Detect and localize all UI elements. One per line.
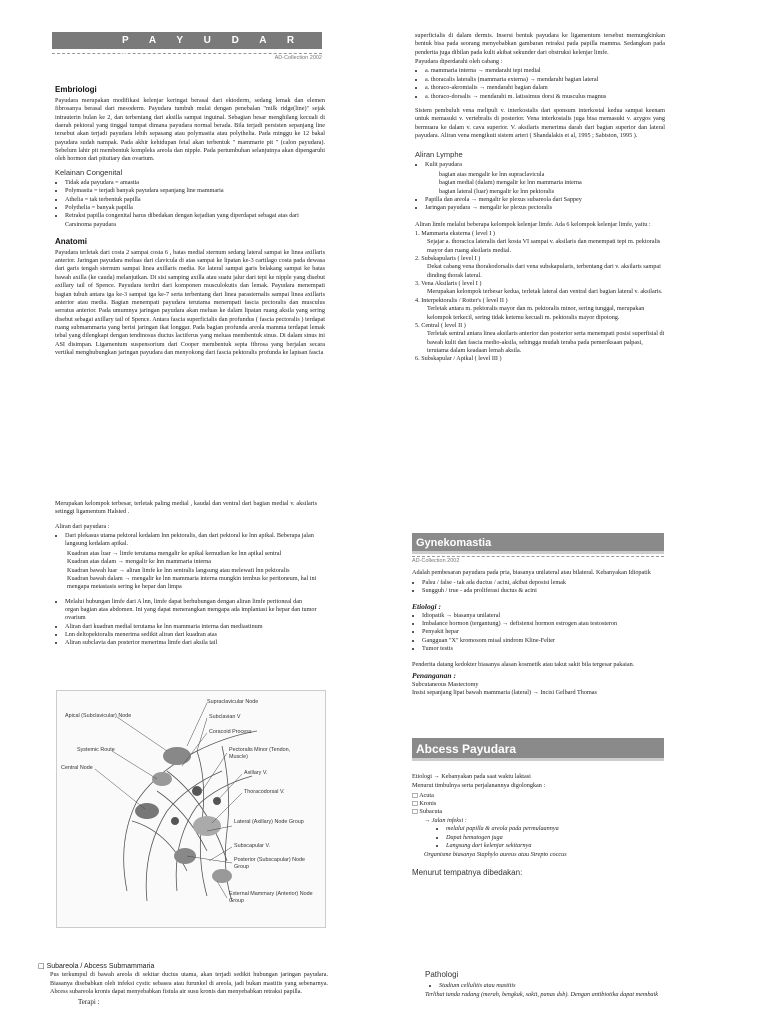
embriologi-text: Payudara merupakan modifikasi kelenjar keringat berasal dari ektoderm, sedang lemak dan elemen fibrosanya berasal dari mesoderm. Payudara tumbuh mulai dengan penebalan "milk ridge(line)" sejak intrauterin bulan ke 2, dan terbentang dari aksilla sampai inguinal. Sebagian besar menghilang kecuali di daerah pektoral yang tinggal tumpat dimana payudara normal berada. Bila terjadi persisten sepanjang line tersebut akan terjadi payudara lebih sepasang atau polymastia atau polythelia. Pada minggu ke 12 bakal payudara sudah nampak. Pada akhir kehidupan fetal akan terbentuk " mammarie pit " (calon payudara). Sebelum lahir pit membentuk kompleks areola dan nipple. Pada pertumbuhan selanjutnya akan dipengaruhi oleh hormon dari pituitary dan ovarium. — [55, 96, 325, 163]
diagram-label: Central Node — [61, 765, 93, 771]
list-item: • Dari plekasus utama pektoral kedalam lnn pektoralis, dan dari pektoral ke lnn apikal. Beberapa jalan langsung kedalam apikal. — [65, 532, 317, 549]
group-1-title: 1. Mammaria eksterna ( level I ) — [415, 229, 495, 237]
etiologi-list — [412, 612, 664, 654]
jalan-list — [412, 825, 664, 850]
list-item: • Jaringan payudara → mengalir ke plexus pectoralis — [425, 204, 665, 212]
terapi-label: Terapi : — [78, 997, 100, 1006]
list-item: • Palsu / false - tak ada ductus / acini, akibat deposisi lemak — [422, 579, 664, 587]
list-item: Kuadran atas luar → limfe terutama mengalir ke apikal kemudian ke lnn apikal sentral — [67, 549, 282, 557]
group-6-title: 6. Subskapular / Apikal ( level III ) — [415, 355, 502, 363]
diagram-label: Systemic Route — [77, 747, 115, 753]
flow-list-2 — [55, 598, 317, 648]
list-item: • Lnn deltopektoralis menerima sedikit aliran dari kuadran atas — [65, 631, 317, 639]
list-item — [412, 800, 664, 808]
lymph-list — [415, 161, 665, 169]
abcess-class-list — [412, 792, 664, 817]
group-5-title: 5. Central ( level II ) — [415, 321, 466, 329]
page-title: P A Y U D A R A — [52, 32, 322, 49]
flow-heading: Aliran dari payudara : — [55, 522, 110, 530]
list-item: • Tumor testis — [422, 645, 664, 653]
group-4-title: 4. Interpektoralis / Rotter's ( level II ) — [415, 296, 508, 304]
group-2-title: 2. Subskapularis ( level I ) — [415, 255, 481, 263]
subareola-heading — [38, 962, 328, 971]
kelainan-list — [55, 179, 325, 229]
list-item: • Kulit payudara — [425, 161, 665, 169]
gynekomastia-para-2: Penderita datang kedokter biasanya alasan kosmetik atau takut sakit bila tergesar pakaian. — [412, 661, 635, 669]
list-item: Kuadran atas dalam → mengalir ke lnn mammaria interna — [67, 558, 211, 566]
flow-sub — [55, 550, 317, 592]
list-item: • Retraksi papilla congenital harus dibedakan dengan kejadian yang diperdapat sebagai atas dari Carsinoma payudara — [65, 212, 325, 229]
list-item: • Polythelia = banyak papilla — [65, 204, 325, 212]
gynekomastia-block — [412, 533, 664, 698]
subareola-block — [38, 962, 328, 1007]
list-item-label: Acuta — [419, 791, 434, 799]
diagram-label: External Mammary (Anterior) Node Group — [229, 891, 313, 905]
square-bullet-icon: □ — [412, 800, 418, 808]
list-item: • Melalui hubungan limfe dari A lnn, limfe dapat berhubungan dengan aliran limfe peritoneal dan organ bagian atas abdomen. Ini yang dapat menerangkan mengapa ada implantasi ke hepar dan tumor ovarium — [65, 598, 317, 623]
arteri-list — [415, 67, 665, 100]
left-column-top — [55, 80, 325, 358]
pathologi-list — [425, 982, 665, 990]
list-item: bagian atas mengalir ke lnn supraclavicula — [439, 170, 545, 178]
right-para-3: Sistem pembuluh vena melipuli v. interkostalis dari sponsum interkostal kedua sampai keenam untuk memasuki v. vertebralis di posterior. Vena interkostalis juga bisa memasuki v. azygos yang bermuara ke dalam v. cava superior. V. aksilaris menerima darah dari bagian superior dan lateral payudara. Aliran vena mengikuti sistem arteri ( Shandalakis et al, 1995 ; Sabiston, 1995 ). — [415, 106, 665, 139]
group-3-text: Merupakan kelompok terbesar kedua, terletak lateral dan ventral dari bagian lateral v. aksilaris. — [427, 288, 663, 296]
list-item: • Dapat hematogen juga — [446, 834, 664, 842]
abcess-etiologi: Etiologi → Kebanyakan pada saat waktu laktasi — [412, 773, 531, 780]
diagram-label: Pectoralis Minor (Tendon, Muscle) — [229, 747, 291, 761]
list-item-label: Subacuta — [419, 808, 443, 816]
etiologi-heading: Etiologi : — [412, 601, 441, 611]
pathologi-text: Terlihat tanda radang (merah, bengkak, sakit, panas dsb). Dengan antibiotika dapat membaik — [425, 991, 658, 999]
flow-list — [55, 532, 317, 549]
diagram-label: Axillary V. — [244, 770, 268, 776]
subareola-text: Pus terkumpul di bawah areola di sekitar ductus utama, akan terjadi sedikit hubungan jaringan payudara. Biasanya disebabkan oleh infeksi cystic sebasea atau furunkel di areola, jadi bukan mastitis yang sebenarnya. Abcess subareola kronis dapat menyebabkan fistula air susu kronis dan menyebabkan retraksi papilla. — [50, 971, 328, 996]
diagram-label: Lateral (Axillary) Node Group — [234, 819, 304, 825]
list-item: • Papilla dan areola → mengalir ke plexus subareola dari Sappey — [425, 196, 665, 204]
list-item: bagian lateral (luar) mengalir ke lnn pektoralis — [439, 187, 555, 195]
right-para-2: Payudara diperdarahi oleh cabang : — [415, 58, 503, 66]
list-item — [412, 792, 664, 800]
list-item: Kuadran bawah dalam → mengalir ke lnn mammaria interna mungkin tembus ke peritoneum, hal ini mengapa metastasis sering ke hepar dan limpa — [67, 574, 317, 591]
list-item: • a. thoraco-dorsalis → mendarahi m. latissimus dorsi & musculus magnus — [425, 93, 665, 101]
group-3-title: 3. Vena Aksilaris ( level I ) — [415, 280, 482, 288]
square-bullet-icon: □ — [412, 791, 418, 799]
list-item: • a. mammaria interna → mendarahi tepi medial — [425, 67, 665, 75]
kelompok-text: Merupakan kelompok terbesar, terletak paling medial , kaudal dan ventral dari bagian medial v. aksilaris setinggi ligamentum Halsted . — [55, 500, 317, 516]
list-item-label: Kronis — [419, 800, 437, 808]
abcess-menurut: Menurut timbulnya serta perjalanannya digolongkan : — [412, 782, 546, 790]
group-5-text: Terletak sentral antara linea aksilaris anterior dan posterior serta menempati posisi superfisial di bawah kulit dan fascia medio-aksila, sehingga mudah teraba pada pemeriksaan palpasi, terutama dalam keadaan lemah aksila. — [427, 330, 665, 354]
diagram-label: Thoracodorsal V. — [244, 789, 285, 795]
list-item: Kuadran bawah luar → aliran limfe ke lnn sentralis langsung atau melewati lnn pektoralis — [67, 566, 290, 574]
organisme-text: Organisme biasanya Staphylo aureus atau Strepto coccus — [424, 851, 567, 859]
group-1-text: Sejajar a. thoracica lateralis dari kosta VI sampai v. aksilaris dan menempati tepi m. pektoralis mayor dan ruang aksilaris medial. — [427, 238, 661, 254]
menurut-tempat: Menurut tempatnya dibedakan: — [412, 867, 523, 877]
abcess-heading: Abcess Payudara — [412, 738, 664, 761]
list-item: • melalui papilla & areola pada permulaannya — [446, 825, 664, 833]
group-4-text: Terletak antara m. pektoralis mayor dan m. pektoralis minor, sering tunggal, merupakan kelompok terkecil, sering tidak ketemu kecuali m. pektoralis mayor dipotong. — [427, 305, 645, 321]
square-bullet-icon: □ — [38, 962, 45, 970]
penanganan-heading: Penanganan : — [412, 670, 456, 680]
list-item: • Tidak ada payudara = amastia — [65, 179, 325, 187]
list-item: • a. thoracalis lateralis (mammaria externa) → mendarahi bagian lateral — [425, 76, 665, 84]
jalan-infeksi: → Jalan infeksi : — [424, 816, 467, 824]
left-column-bottom — [55, 500, 317, 649]
header-credit: AD-Collection 2002 — [52, 53, 322, 62]
embriologi-heading: Embriologi — [55, 85, 97, 94]
diagram-label: Coracoid Process — [209, 729, 252, 735]
diagram-label: Subclavian V — [209, 714, 241, 720]
pathologi-heading: Pathologi — [425, 970, 459, 979]
list-item: • a. thoraco-akromialis → mendarahi bagian dalam — [425, 84, 665, 92]
diagram-label: Subscapular V. — [234, 843, 271, 849]
list-item: • Penyakit hepar — [422, 628, 664, 636]
list-item: • Sungguh / true - ada proliferasi ductus & acini — [422, 587, 664, 595]
list-item: • Gangguan "X" kromosom misal sindrom Kline-Felter — [422, 637, 664, 645]
list-item: • Imbalance hormon (tergantung) → defisiensi hormon estrogen atau testosteron — [422, 620, 664, 628]
gynekomastia-credit: AD-Collection 2002 — [412, 556, 664, 565]
anatomi-heading: Anatomi — [55, 236, 87, 246]
lymph-node-diagram — [56, 690, 326, 928]
subareola-heading-text: Subareola / Abcess Submammaria — [46, 963, 155, 970]
kelainan-heading: Kelainan Congenital — [55, 167, 123, 177]
list-item: • Idiopatik → biasanya unilateral — [422, 612, 664, 620]
list-item: • Athelia = tak terbentuk papilla — [65, 196, 325, 204]
penanganan-2: Insisi sepanjang lipat bawah mammaria (lateral) → Incisi Gelbard Thomas — [412, 689, 597, 697]
diagram-label: Supraclavicular Node — [207, 699, 259, 705]
gynekomastia-heading: Gynekomastia — [412, 533, 664, 554]
list-item: • Aliran dari kuadran medial terutama ke lnn mammaria interna dan mediastinum — [65, 623, 317, 631]
gynekomastia-text: Adalah pembesaran payudara pada pria, biasanya unilateral atau bilateral. Kebanyakan Idiopatik — [412, 569, 651, 577]
list-item: • Aliran subclavia dan posterior menerima limfe dari aksila tail — [65, 639, 317, 647]
list-item: • Langsung dari kelenjar sekitarnya — [446, 842, 664, 850]
square-bullet-icon: □ — [412, 808, 418, 816]
lymph-sublist — [415, 171, 665, 196]
right-column-top — [415, 32, 665, 364]
right-para-1: superficialis di dalam dermis. Insersi bentuk payudara ke ligamentum tersebut memungkinkan bentuk bisa pada seorang menyebabkan gambaran retraksi pada papilla mamma. Sedangkan pada penderita juga dibilan pada kulit akibat sekunder dari obstruksi kelenjar limfe. — [415, 32, 665, 56]
diagram-label: Apical (Subclavicular) Node — [65, 713, 132, 719]
abcess-block — [412, 738, 664, 879]
pathologi-block — [425, 970, 665, 1000]
anatomi-text: Payudara terletak dari costa 2 sampai costa 6 , batas medial sternum sedang lateral sampai ke linea axillaris anterior. Jaringan payudara meluas dari clavicula di atas sampai ke lipatan ke-3 cartilago costa pada dewasa dari garis tengah sternum sampai linea axillaris media. Ke lateral sampai garis belakang sampai ke batas bawah axilla (ke cauda) melanjutkan. Di sisi samping axilla atau suatu jalur dari tepi ke nipple yang disebut axillary tail of Spence. Payudara terdiri dari komponen musculokutis dan lemak. Payudara menempati bagian tubuh antara iga ke-3 sampai iga ke-7 serta terbentang dari linea parasternalis sampai linea axillaris anterior atau media. Bagian menempati payudara terutama menempati fascia pectoralis dan musculus serratus anterior. Pada umumnya jaringan payudara akan meluas ke dalam lipatan ruang aksila yang sering disebut sebagai axillary tail of Spence. Antara fascia superficialis dan profundus ( fascia pectoralis ) terdapat ruang submammaria yang berisi jaringan ikat longgar. Pada bagian profunda areola mamma terdapat lemak tebal yang dilengkapi dengan tendinosus ductus lactiferus yang meluas membentuk sinus. Di dalam sinus ini ASI disimpan. Ligamentum suspensorium dari Cooper membentuk septa fibrosa yang berjalan secara vertikal menghubungkan jaringan payudara dan menyokong dari fascia pektoralis profunda ke lapisan fascia — [55, 248, 325, 357]
penanganan-1: Subcutaneous Mastectomy — [412, 680, 479, 688]
list-item — [412, 808, 664, 816]
gynekomastia-list — [412, 579, 664, 596]
list-item: bagian medial (dalam) mengalir ke lnn mammaria interna — [439, 179, 582, 187]
diagram-label: Posterior (Subscapular) Node Group — [234, 857, 306, 871]
list-item: • Stadium cellulitis atau mastitis — [439, 982, 665, 990]
groups-intro: Aliran limfe melalui beberapa kelompok kelenjar limfe. Ada 6 kelompok kelenjar limfe, yaitu : — [415, 220, 651, 228]
lymph-list-2 — [415, 196, 665, 213]
header-block — [52, 32, 322, 62]
list-item: • Polymastia = terjadi banyak payudara sepanjang line mammaria — [65, 187, 325, 195]
lymph-heading: Aliran Lymphe — [415, 150, 463, 160]
group-2-text: Dekat cabang vena thorakodorsalis dari vena subskapularis, terbentang dari v. aksilaris sampai dinding thorak lateral. — [427, 263, 661, 279]
